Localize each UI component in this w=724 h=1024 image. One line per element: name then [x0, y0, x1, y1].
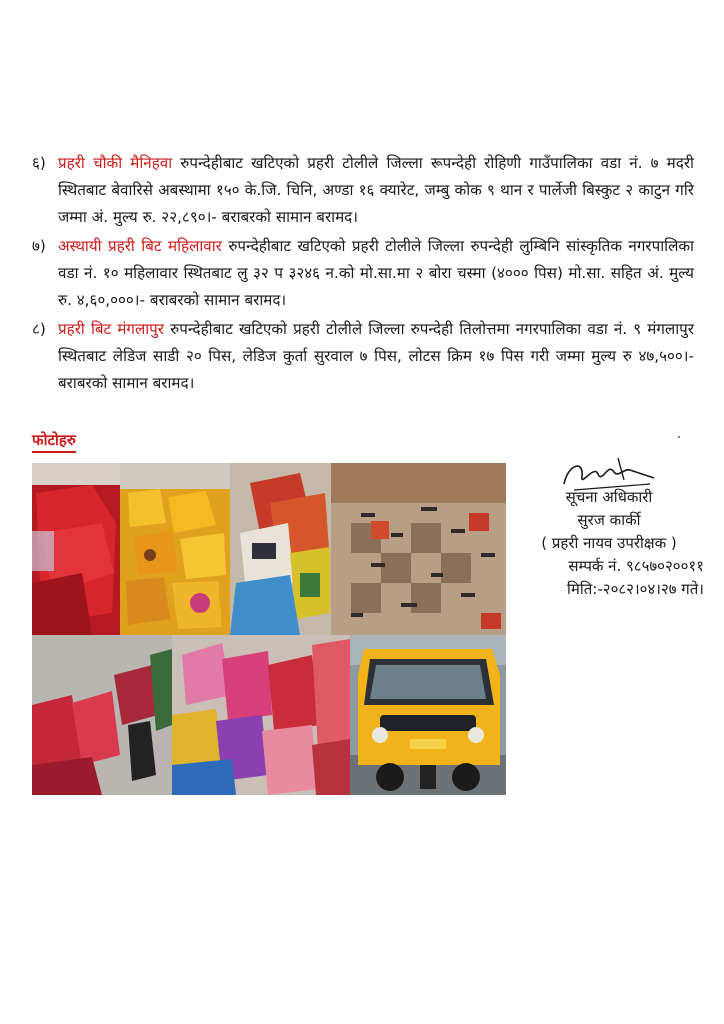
photo-collage	[32, 463, 506, 795]
photo-boxed-goods	[230, 463, 331, 635]
item-text: रुपन्देहीबाट खटिएको प्रहरी टोलीले जिल्ला रुपन्देही तिलोत्तमा नगरपालिका वडा नं. ९ मंगलापुर स्थितबाट लेडिज साडी २० पिस, लेडिज कुर्ता सुरवाल ७ पिस, लोटस क्रिम १७ पिस गरी जम्मा मुल्य रु ४७,५००।- बराबरको सामान बरामद।	[58, 320, 694, 392]
report-item-8	[32, 316, 694, 397]
photos-heading: फोटोहरु	[32, 430, 76, 453]
item-text: रुपन्देहीबाट खटिएको प्रहरी टोलीले जिल्ला रुपन्देही लुम्बिनि सांस्कृतिक नगरपालिका वडा नं. १० महिलावार स्थितबाट लु ३२ प ३२४६ न.को मो.सा.मा २ बोरा चस्मा (४००० पिस) मो.सा. सहित अं. मुल्य रु. ४,६०,०००।- बराबरको सामान बरामद।	[58, 237, 694, 309]
photo-yellow-auto-rickshaw	[350, 635, 506, 795]
officer-name: सुरज कार्की	[577, 511, 641, 529]
item-text: रुपन्देहीबाट खटिएको प्रहरी टोलीले जिल्ला रूपन्देही रोहिणी गाउँपालिका वडा नं. ७ मदरी स्थितबाट बेवारिसे अबस्थामा १५० के.जि. चिनि, अण्डा १६ क्यारेट, जम्बु कोक ९ थान र पार्लेजी बिस्कुट २ काटुन गरि जम्मा अं. मुल्य रु. २२,८९०।- बराबरको सामान बरामद।	[58, 154, 694, 226]
item-number: ७)	[32, 237, 46, 255]
photo-clothing-bundles	[32, 635, 172, 795]
stray-dot	[678, 436, 680, 438]
contact-number: सम्पर्क नं. ९८५७०२००११	[568, 557, 704, 575]
seizure-report-list	[32, 150, 694, 399]
signature-title: सूचना अधिकारी	[565, 488, 653, 506]
report-item-6	[32, 150, 694, 231]
photo-yellow-packets	[120, 463, 230, 635]
item-number: ८)	[32, 320, 46, 338]
officer-designation: ( प्रहरी नायव उपरीक्षक )	[541, 534, 677, 552]
police-unit-name: प्रहरी बिट मंगलापुर	[58, 320, 165, 338]
photo-red-sarees	[32, 463, 120, 635]
police-unit-name: अस्थायी प्रहरी बिट महिलावार	[58, 237, 222, 255]
photo-colourful-fabric-bundles	[172, 635, 350, 795]
date-line: मिति:-२०८२।०४।२७ गते।	[567, 580, 704, 598]
report-item-7	[32, 233, 694, 314]
photo-spectacles-on-floor	[331, 463, 506, 635]
police-unit-name: प्रहरी चौकी मैनिहवा	[58, 154, 173, 172]
item-number: ६)	[32, 154, 46, 172]
signature-block	[514, 452, 704, 601]
